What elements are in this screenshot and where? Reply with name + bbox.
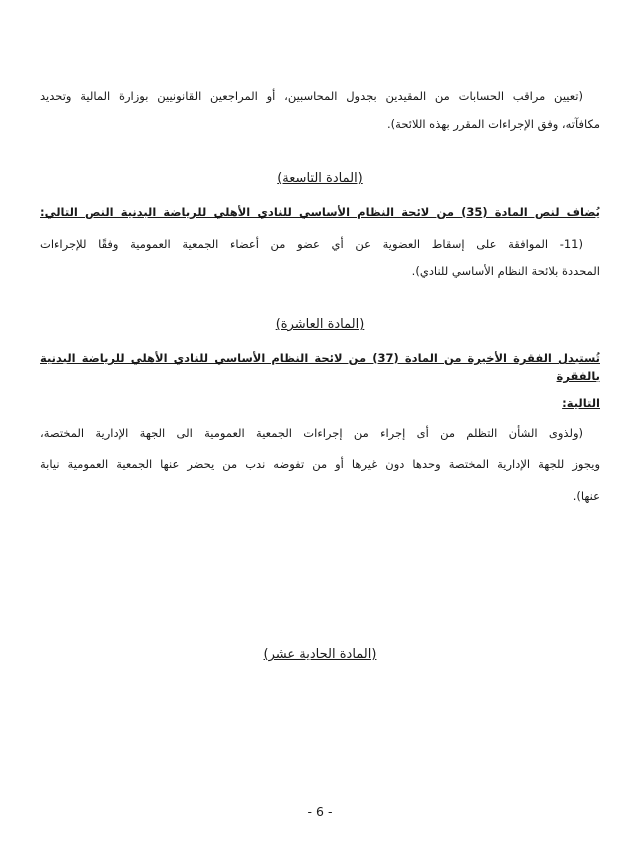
paragraph-line: عنها). (572, 489, 600, 503)
paragraph-line: (11- الموافقة على إسقاط العضوية عن أي عضو من أعضاء الجمعية العمومية وفقًا للإجراءات (40, 237, 583, 251)
article-9-intro: يُضاف لنص المادة (35) من لائحة النظام الأساسي للنادي الأهلي للرياضة البدنية النص التالي: (40, 205, 600, 219)
page-number: - 6 - (307, 804, 333, 819)
article-10-intro: تُستبدل الفقرة الأخيرة من المادة (37) من لائحة النظام الأساسي للنادي الأهلي للرياضة البدنية بالفقرة (40, 351, 600, 383)
article-11-heading: (المادة الحادية عشر) (263, 647, 377, 662)
paragraph-line: (تعيين مراقب الحسابات من المقيدين بجدول المحاسبين، أو المراجعين القانونيين بوزارة المالية وتحديد (40, 89, 583, 103)
article-10-intro: التالية: (562, 396, 600, 410)
paragraph-line: ويجوز للجهة الإدارية المختصة وحدها دون غيرها أو من تفوضه ندب من يحضر عنها الجمعية العمومية نيابة (40, 457, 600, 471)
article-9-heading: (المادة التاسعة) (277, 171, 363, 186)
paragraph-line: مكافآته، وفق الإجراءات المقرر بهذه اللائحة). (387, 117, 600, 131)
paragraph-line: المحددة بلائحة النظام الأساسي للنادي). (411, 264, 600, 278)
article-10-heading: (المادة العاشرة) (275, 317, 365, 332)
paragraph-line: (ولذوى الشأن التظلم من أى إجراء من إجراءات الجمعية العمومية الى الجهة الإدارية المختصة، (40, 426, 583, 440)
